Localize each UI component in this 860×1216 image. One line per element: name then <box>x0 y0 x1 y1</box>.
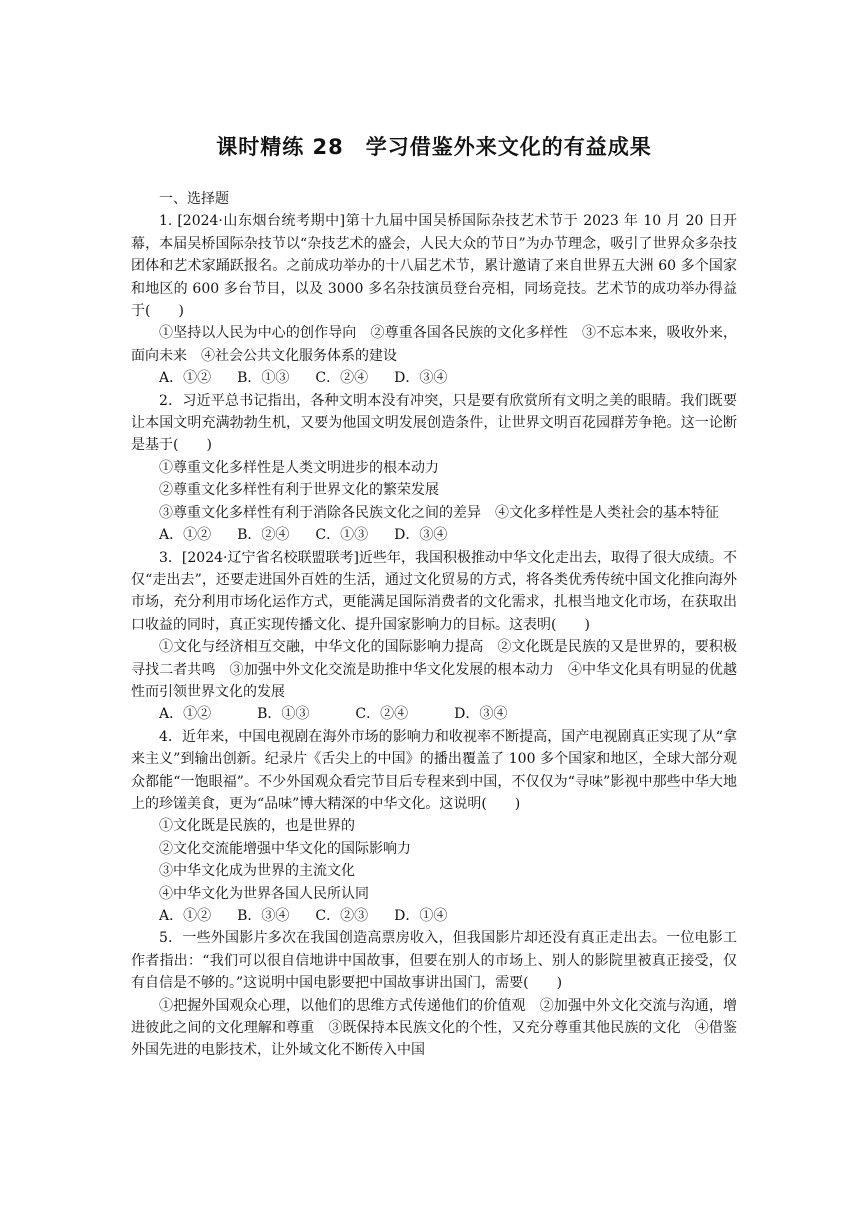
q3-options <box>159 703 737 725</box>
page-title: 课时精练 28 学习借鉴外来文化的有益成果 <box>216 135 652 159</box>
q2-option-b[interactable]: B．②④ <box>237 527 290 544</box>
q2-option-d[interactable]: D．③④ <box>394 527 448 544</box>
q4-statement-4: ④中华文化为世界各国人民所认同 <box>159 885 369 902</box>
q1-stem: 1. [2024·山东烟台统考期中]第十九届中国吴桥国际杂技艺术节于 2023 年 10 月 20 日开幕，本届吴桥国际杂技节以“杂技艺术的盛会，人民大众的节日”为办节理念，吸引了世界众多杂技团体和艺术家踊跃报名。之前成功举办的十八届艺术节，累计邀请了来自世界五大洲 60 多个国家和地区的 600 多台节目，以及 3000 多名杂技演员登台亮相，同场竞技。艺术节的成功举办得益于( ) <box>131 213 737 320</box>
q5-stem: 5．一些外国影片多次在我国创造高票房收入，但我国影片却还没有真正走出去。一位电影工作者指出：“我们可以很自信地讲中国故事，但要在别人的市场上、别人的影院里被真正接受，仅有自信是不够的。”这说明中国电影要把中国故事讲出国门，需要( ) <box>131 930 737 992</box>
q2-stem: 2．习近平总书记指出，各种文明本没有冲突，只是要有欣赏所有文明之美的眼睛。我们既要让本国文明充满勃勃生机，又要为他国文明发展创造条件，让世界文明百花园群芳争艳。这一论断是基于( ) <box>131 392 737 454</box>
q4-stem: 4．近年来，中国电视剧在海外市场的影响力和收视率不断提高，国产电视剧真正实现了从“拿来主义”到输出创新。纪录片《舌尖上的中国》的播出覆盖了 100 多个国家和地区，全球大部分观众都能“一饱眼福”。不少外国观众看完节目后专程来到中国，不仅仅为“寻味”影视中那些中华大地上的珍馐美食，更为“品味”博大精深的中华文化。这说明( ) <box>131 728 737 812</box>
q4-statement-3: ③中华文化成为世界的主流文化 <box>159 863 355 880</box>
q3-option-b[interactable]: B．①③ <box>257 706 310 723</box>
q5-statements: ①把握外国观众心理，以他们的思维方式传递他们的价值观 ②加强中外文化交流与沟通，增进彼此之间的文化理解和尊重 ③既保持本民族文化的个性，又充分尊重其他民族的文化 ④借鉴外国先进的电影技术，让外域文化不断传入中国 <box>131 997 737 1059</box>
q2-statement-2: ②尊重文化多样性有利于世界文化的繁荣发展 <box>159 482 439 499</box>
q1-options <box>159 367 737 389</box>
q3-option-c[interactable]: C．②④ <box>355 706 409 723</box>
q4-option-a[interactable]: A．①② <box>159 908 212 924</box>
q3-statements: ①文化与经济相互交融，中华文化的国际影响力提高 ②文化既是民族的又是世界的，要积极寻找二者共鸣 ③加强中外文化交流是助推中华文化发展的根本动力 ④中华文化具有明显的优越性而引领世界文化的发展 <box>131 639 737 700</box>
q1-statements: ①坚持以人民为中心的创作导向 ②尊重各国各民族的文化多样性 ③不忘本来，吸收外来，面向未来 ④社会公共文化服务体系的建设 <box>131 325 737 364</box>
q2-options <box>159 524 737 546</box>
q4-statement-2: ②文化交流能增强中华文化的国际影响力 <box>159 840 411 857</box>
q3-option-a[interactable]: A．①② <box>159 706 212 723</box>
q1-option-c[interactable]: C．②④ <box>315 370 369 387</box>
q4-option-d[interactable]: D．①④ <box>394 908 448 924</box>
q2-statement-1: ①尊重文化多样性是人类文明进步的根本动力 <box>159 459 439 476</box>
q4-statement-1: ①文化既是民族的，也是世界的 <box>159 818 355 835</box>
q4-option-b[interactable]: B．③④ <box>237 908 290 924</box>
q2-option-c[interactable]: C．①③ <box>315 527 369 544</box>
q3-option-d[interactable]: D．③④ <box>454 706 508 723</box>
section-heading: 一、选择题 <box>159 191 229 207</box>
q1-option-b[interactable]: B．①③ <box>237 370 290 387</box>
worksheet-page <box>131 118 737 1062</box>
q1-option-a[interactable]: A．①② <box>159 370 212 387</box>
q1-option-d[interactable]: D．③④ <box>394 370 448 387</box>
q4-option-c[interactable]: C．②③ <box>315 908 369 924</box>
q2-statement-3: ③尊重文化多样性有利于消除各民族文化之间的差异 ④文化多样性是人类社会的基本特征 <box>159 504 719 521</box>
q3-stem: 3．[2024·辽宁省名校联盟联考]近些年，我国积极推动中华文化走出去，取得了很大成绩。不仅“走出去”，还要走进国外百姓的生活，通过文化贸易的方式，将各类优秀传统中国文化推向海外市场，充分利用市场化运作方式，更能满足国际消费者的文化需求，扎根当地文化市场，在获取出口收益的同时，真正实现传播文化、提升国家影响力的目标。这表明( ) <box>131 549 737 633</box>
q2-option-a[interactable]: A．①② <box>159 527 212 544</box>
q4-options <box>159 905 737 927</box>
